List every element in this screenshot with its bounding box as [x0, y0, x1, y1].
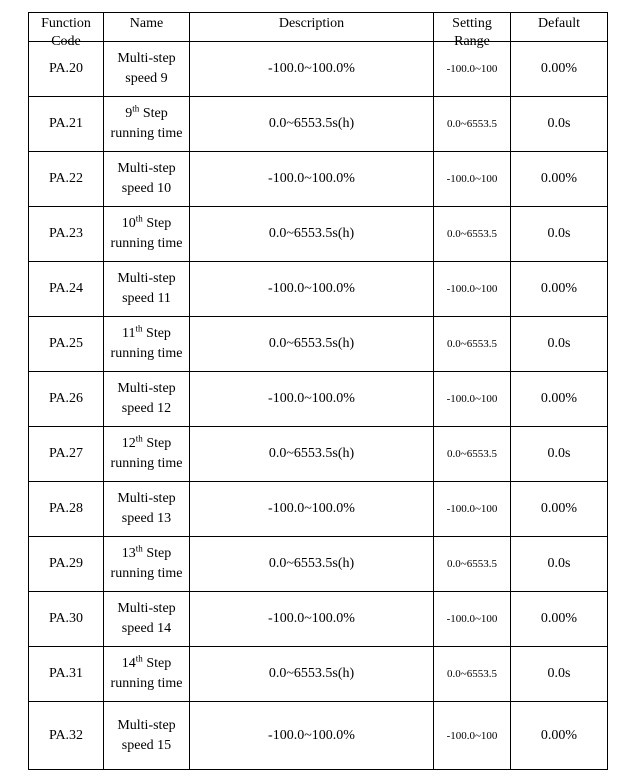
function-code-cell: PA.23 [29, 207, 104, 262]
setting-range-cell: 0.0~6553.5 [434, 427, 511, 482]
default-cell: 0.00% [511, 262, 608, 317]
description-cell: -100.0~100.0% [190, 702, 434, 770]
name-cell: Multi-step speed 15 [104, 702, 190, 770]
table-row [29, 152, 608, 207]
setting-range-cell: 0.0~6553.5 [434, 647, 511, 702]
setting-range-cell: 0.0~6553.5 [434, 537, 511, 592]
description-cell: -100.0~100.0% [190, 262, 434, 317]
header-name: Name [104, 13, 190, 42]
name-cell: Multi-step speed 13 [104, 482, 190, 537]
description-cell: 0.0~6553.5s(h) [190, 207, 434, 262]
setting-range-cell: 0.0~6553.5 [434, 207, 511, 262]
default-cell: 0.00% [511, 482, 608, 537]
name-cell: Multi-step speed 9 [104, 42, 190, 97]
table-row [29, 42, 608, 97]
function-code-cell: PA.26 [29, 372, 104, 427]
description-cell: 0.0~6553.5s(h) [190, 647, 434, 702]
setting-range-cell: 0.0~6553.5 [434, 97, 511, 152]
default-cell: 0.0s [511, 427, 608, 482]
default-cell: 0.0s [511, 97, 608, 152]
description-cell: 0.0~6553.5s(h) [190, 427, 434, 482]
name-cell: 14th Step running time [104, 647, 190, 702]
setting-range-cell: -100.0~100 [434, 42, 511, 97]
setting-range-cell: -100.0~100 [434, 482, 511, 537]
table-row [29, 372, 608, 427]
table-row [29, 592, 608, 647]
table-row [29, 537, 608, 592]
function-code-cell: PA.32 [29, 702, 104, 770]
table-row [29, 97, 608, 152]
table-row [29, 702, 608, 770]
setting-range-cell: -100.0~100 [434, 372, 511, 427]
default-cell: 0.0s [511, 647, 608, 702]
function-code-cell: PA.29 [29, 537, 104, 592]
name-cell: 10th Step running time [104, 207, 190, 262]
default-cell: 0.0s [511, 207, 608, 262]
header-row [29, 13, 608, 42]
function-code-cell: PA.28 [29, 482, 104, 537]
name-cell: Multi-step speed 10 [104, 152, 190, 207]
name-cell: Multi-step speed 12 [104, 372, 190, 427]
default-cell: 0.0s [511, 537, 608, 592]
default-cell: 0.0s [511, 317, 608, 372]
description-cell: -100.0~100.0% [190, 592, 434, 647]
default-cell: 0.00% [511, 372, 608, 427]
setting-range-cell: -100.0~100 [434, 702, 511, 770]
name-cell: 11th Step running time [104, 317, 190, 372]
name-cell: 9th Step running time [104, 97, 190, 152]
function-code-cell: PA.30 [29, 592, 104, 647]
function-code-cell: PA.24 [29, 262, 104, 317]
header-description: Description [190, 13, 434, 42]
function-code-cell: PA.27 [29, 427, 104, 482]
parameter-table [28, 12, 608, 770]
function-code-cell: PA.31 [29, 647, 104, 702]
default-cell: 0.00% [511, 592, 608, 647]
header-setting-range: Setting Range [434, 13, 511, 42]
description-cell: 0.0~6553.5s(h) [190, 317, 434, 372]
default-cell: 0.00% [511, 702, 608, 770]
name-cell: Multi-step speed 11 [104, 262, 190, 317]
function-code-cell: PA.21 [29, 97, 104, 152]
function-code-cell: PA.20 [29, 42, 104, 97]
description-cell: -100.0~100.0% [190, 42, 434, 97]
description-cell: -100.0~100.0% [190, 152, 434, 207]
header-function-code: Function Code [29, 13, 104, 42]
function-code-cell: PA.25 [29, 317, 104, 372]
table-row [29, 647, 608, 702]
function-code-cell: PA.22 [29, 152, 104, 207]
description-cell: 0.0~6553.5s(h) [190, 97, 434, 152]
header-default: Default [511, 13, 608, 42]
table-row [29, 207, 608, 262]
setting-range-cell: -100.0~100 [434, 152, 511, 207]
setting-range-cell: 0.0~6553.5 [434, 317, 511, 372]
default-cell: 0.00% [511, 42, 608, 97]
name-cell: 12th Step running time [104, 427, 190, 482]
description-cell: 0.0~6553.5s(h) [190, 537, 434, 592]
table-row [29, 262, 608, 317]
description-cell: -100.0~100.0% [190, 372, 434, 427]
name-cell: 13th Step running time [104, 537, 190, 592]
table-row [29, 482, 608, 537]
setting-range-cell: -100.0~100 [434, 262, 511, 317]
default-cell: 0.00% [511, 152, 608, 207]
table-row [29, 317, 608, 372]
setting-range-cell: -100.0~100 [434, 592, 511, 647]
table-row [29, 427, 608, 482]
name-cell: Multi-step speed 14 [104, 592, 190, 647]
description-cell: -100.0~100.0% [190, 482, 434, 537]
